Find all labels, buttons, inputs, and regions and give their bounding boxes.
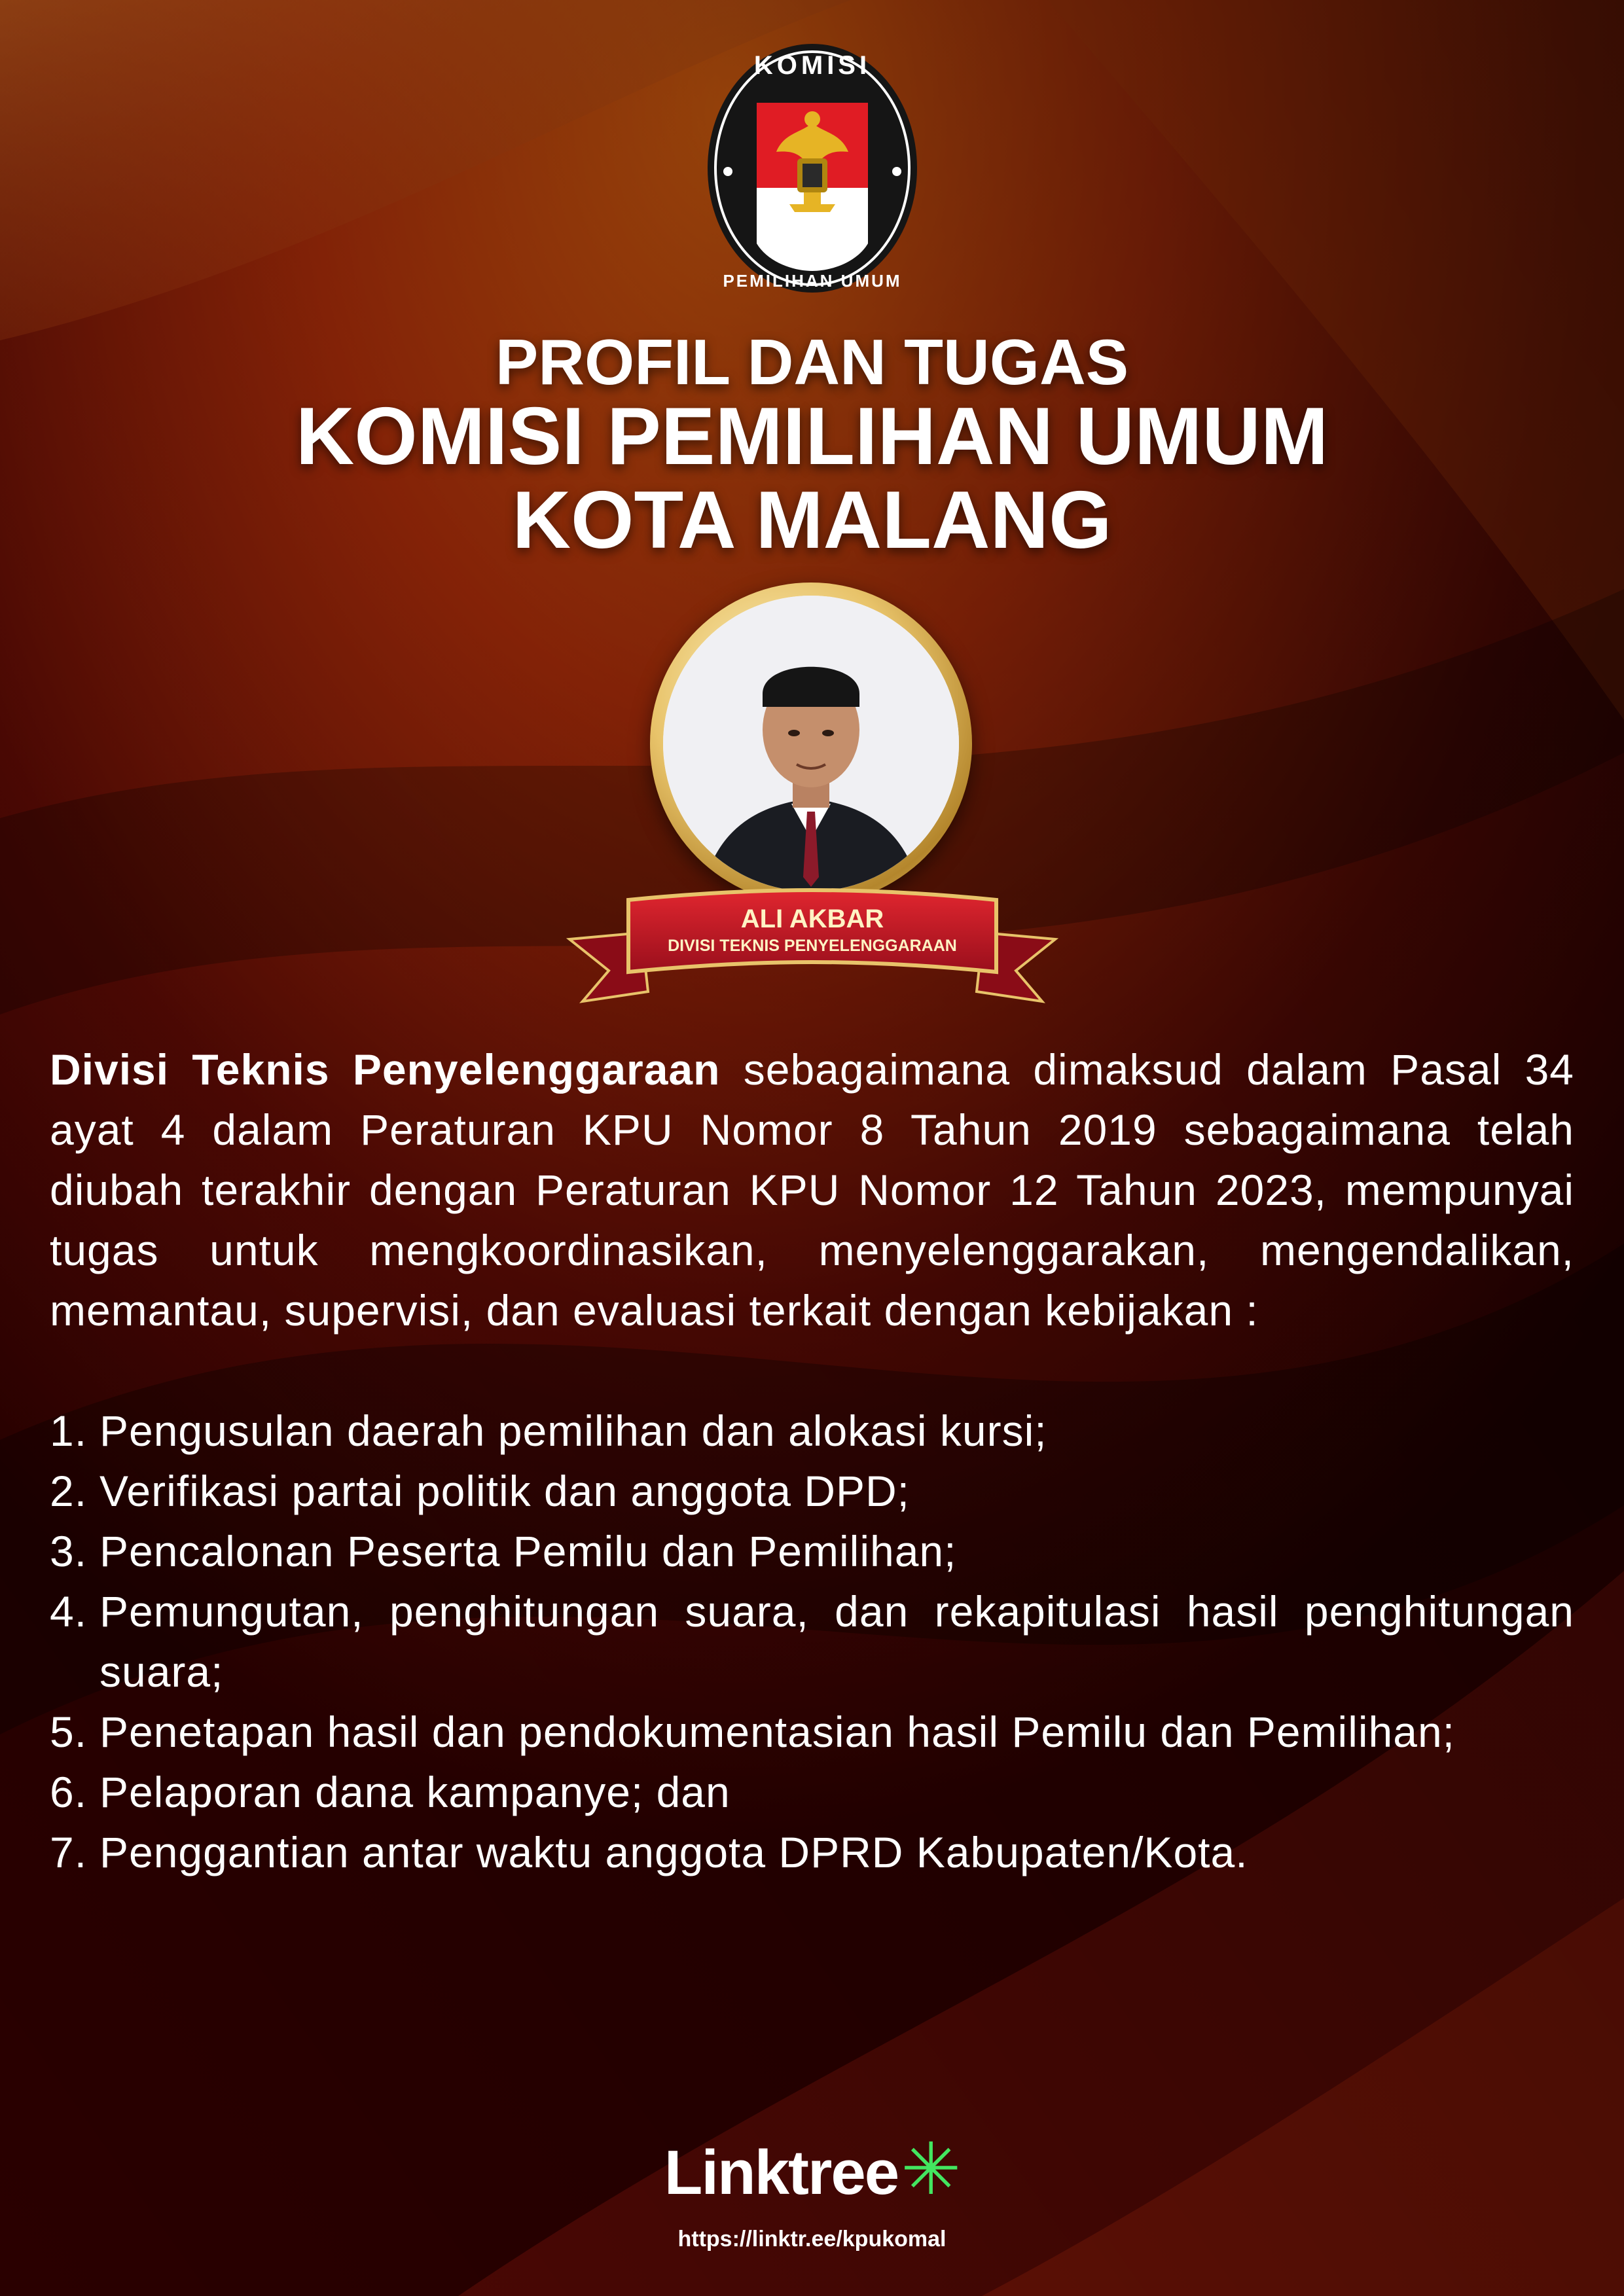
profile-division: DIVISI TEKNIS PENYELENGGARAAN <box>668 937 957 955</box>
kpu-logo <box>706 41 919 296</box>
profile-photo <box>663 596 959 891</box>
list-item <box>50 1702 1574 1762</box>
logo-top-text: KOMISI <box>753 51 871 80</box>
linktree-brand-text: Linktree <box>664 2138 899 2208</box>
name-ribbon <box>563 887 1062 1018</box>
list-number: 7. <box>50 1828 88 1876</box>
intro-bold: Divisi Teknis Penyelenggaraan <box>50 1045 721 1094</box>
title-line-1: PROFIL DAN TUGAS <box>495 326 1129 398</box>
list-number: 2. <box>50 1467 88 1515</box>
title-line-2: KOMISI PEMILIHAN UMUM <box>295 391 1329 482</box>
linktree-url[interactable]: https://linktr.ee/kpukomal <box>677 2227 947 2251</box>
linktree-logo[interactable] <box>0 2127 1624 2211</box>
profile-name: ALI AKBAR <box>740 905 884 933</box>
list-number: 3. <box>50 1527 88 1575</box>
list-text: Penetapan hasil dan pendokumentasian hasil Pemilu dan Pemilihan; <box>99 1708 1456 1756</box>
list-item <box>50 1521 1574 1581</box>
list-item <box>50 1581 1574 1702</box>
list-number: 5. <box>50 1708 88 1756</box>
list-item <box>50 1822 1574 1882</box>
list-number: 1. <box>50 1407 88 1455</box>
list-number: 4. <box>50 1587 88 1636</box>
list-text: Verifikasi partai politik dan anggota DPD; <box>99 1467 910 1515</box>
list-text: Pencalonan Peserta Pemilu dan Pemilihan; <box>99 1527 957 1575</box>
list-item <box>50 1401 1574 1461</box>
list-text: Penggantian antar waktu anggota DPRD Kabupaten/Kota. <box>99 1828 1248 1876</box>
intro-paragraph <box>50 1039 1574 1340</box>
intro-text: sebagaimana dimaksud dalam Pasal 34 ayat 4 dalam Peraturan KPU Nomor 8 Tahun 2019 sebagaimana telah diubah terakhir dengan Peraturan KPU Nomor 12 Tahun 2023, mempunyai tugas untuk mengkoordinasikan, menyelenggarakan, mengendalikan, memantau, supervisi, dan evaluasi terkait dengan kebijakan : <box>50 1045 1574 1335</box>
linktree-asterisk-icon: ✳ <box>901 2129 960 2210</box>
logo-bottom-text: PEMILIHAN UMUM <box>723 271 902 291</box>
list-item <box>50 1762 1574 1822</box>
list-text: Pelaporan dana kampanye; dan <box>99 1768 731 1816</box>
title-line-3: KOTA MALANG <box>512 475 1112 565</box>
list-number: 6. <box>50 1768 88 1816</box>
list-item <box>50 1461 1574 1521</box>
list-text: Pemungutan, penghitungan suara, dan rekapitulasi hasil penghitungan suara; <box>99 1587 1574 1696</box>
list-text: Pengusulan daerah pemilihan dan alokasi kursi; <box>99 1407 1047 1455</box>
task-list <box>50 1401 1574 1882</box>
